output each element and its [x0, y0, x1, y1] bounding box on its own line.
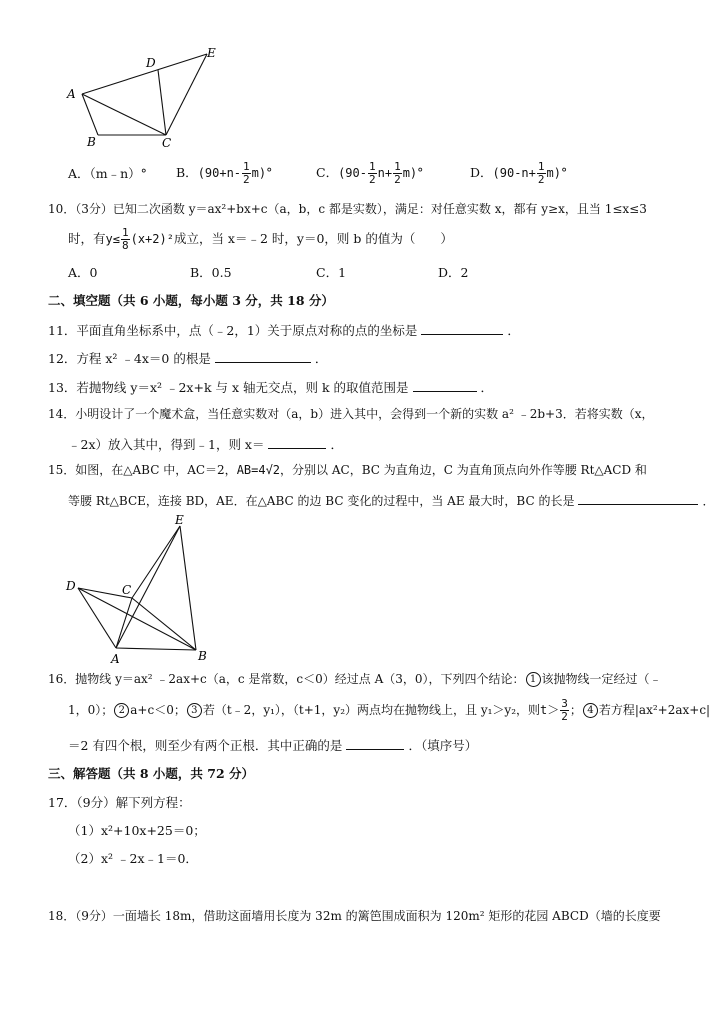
- fig2-label-d: D: [66, 579, 76, 593]
- q10-line2: 时，有y≤ $\frac{1}{8}$ (x+2)²成立，当 x＝﹣2 时，y＝0，则 b 的值为（ ）: [68, 226, 453, 252]
- fig1-edge-ae: [82, 54, 207, 94]
- q10-option-d: D．2: [438, 265, 469, 280]
- q9-option-d: D．(90-n+ $\frac{1}{2}$ m)°: [470, 160, 568, 186]
- q16-answer-blank[interactable]: [346, 737, 404, 750]
- q11: 11．平面直角坐标系中，点（﹣2，1）关于原点对称的点的坐标是 ．: [48, 323, 520, 338]
- q10-option-c: C．1: [316, 265, 347, 280]
- q18-line1: 18．（9分）一面墙长 18m，借助这面墙用长度为 32m 的篱笆围成面积为 120m² 矩形的花园 ABCD（墙的长度要: [48, 909, 661, 923]
- q15-line1: 15．如图，在△ABC 中，AC＝2，AB=4√2，分别以 AC，BC 为直角边，C 为直角顶点向外作等腰 Rt△ACD 和: [48, 463, 647, 477]
- fig2-edge-ce: [132, 526, 180, 598]
- q13-answer-blank[interactable]: [413, 379, 477, 392]
- q14-line1: 14．小明设计了一个魔术盒，当任意实数对（a，b）进入其中，会得到一个新的实数 a² ﹣2b+3．若将实数（x，: [48, 407, 654, 421]
- q17-part1: （1）x²+10x+25＝0；: [68, 823, 206, 838]
- fig1-label-b: B: [87, 135, 96, 149]
- figure-quadrilateral: [60, 44, 230, 150]
- fig1-label-e: E: [207, 46, 216, 60]
- fig2-label-b: B: [198, 649, 207, 663]
- q9-option-a: A．（m﹣n）°: [68, 166, 147, 181]
- fig2-edge-ab: [116, 648, 196, 650]
- fig1-label-a: A: [67, 87, 76, 101]
- q10-line1: 10．（3分）已知二次函数 y＝ax²+bx+c（a，b，c 都是实数），满足：对任意实数 x，都有 y≥x，且当 1≤x≤3: [48, 202, 647, 216]
- q16-line2: 1，0）； 2 a+c＜0； 3 若（t﹣2，y₁），（t+1，y₂）两点均在抛物线上，且 y₁＞y₂，则t＞ $\frac{3}{2}$ ； 4 若方程|ax²+2ax+c|: [68, 697, 711, 723]
- q15-line2: 等腰 Rt△BCE，连接 BD，AE．在△ABC 的边 BC 变化的过程中，当 AE 最大时，BC 的长是 ．: [68, 494, 715, 508]
- fig1-label-d: D: [146, 56, 156, 70]
- q11-answer-blank[interactable]: [421, 322, 503, 335]
- figure-triangles: [58, 510, 218, 666]
- q9-b-end: m): [251, 166, 267, 180]
- fig2-edge-db: [78, 588, 196, 650]
- fig1-edge-dc: [158, 70, 166, 135]
- q12: 12．方程 x² ﹣4x＝0 的根是 ．: [48, 351, 328, 366]
- q9-b-frac: $\frac{1}{2}$: [243, 160, 250, 186]
- section3-heading: 三、解答题（共 8 小题，共 72 分）: [48, 766, 255, 781]
- fig2-edge-eb: [180, 526, 196, 650]
- q14-line2: ﹣2x）放入其中，得到﹣1，则 x＝ ．: [68, 437, 343, 452]
- fig2-label-a: A: [111, 652, 120, 666]
- fig1-label-c: C: [162, 136, 172, 150]
- fig1-edge-ec: [166, 54, 207, 135]
- q9-option-b: B．(90+n- $\frac{1}{2}$ m)°: [176, 160, 273, 186]
- q17-part2: （2）x² ﹣2x﹣1＝0．: [68, 851, 198, 866]
- q15-answer-blank[interactable]: [578, 492, 698, 505]
- q9-b-start: (90+n-: [197, 166, 242, 180]
- fig2-edge-cb: [132, 598, 196, 650]
- q13: 13．若抛物线 y＝x² ﹣2x+k 与 x 轴无交点，则 k 的取值范围是 ．: [48, 380, 494, 395]
- q17-title: 17．（9分）解下列方程：: [48, 795, 191, 810]
- section2-heading: 二、填空题（共 6 小题，每小题 3 分，共 18 分）: [48, 293, 334, 308]
- q9-option-c: C．(90- $\frac{1}{2}$ n+ $\frac{1}{2}$ m)°: [316, 160, 424, 186]
- q14-answer-blank[interactable]: [268, 436, 326, 449]
- q10-option-b: B．0.5: [190, 265, 232, 280]
- q16-line3: ＝2 有四个根，则至少有两个正根．其中正确的是 ．（填序号）: [68, 738, 478, 753]
- q9-b-prefix: B．: [176, 165, 198, 180]
- fig2-edge-da: [78, 588, 116, 648]
- q16-line1: 16．抛物线 y＝ax² ﹣2ax+c（a，c 是常数，c＜0）经过点 A（3，0），下列四个结论： 1 该抛物线一定经过（﹣: [48, 672, 662, 686]
- fig2-label-c: C: [122, 583, 132, 597]
- q12-answer-blank[interactable]: [215, 350, 311, 363]
- fig1-edge-ac: [82, 94, 166, 135]
- q10-option-a: A．0: [68, 265, 98, 280]
- fig2-label-e: E: [175, 513, 184, 527]
